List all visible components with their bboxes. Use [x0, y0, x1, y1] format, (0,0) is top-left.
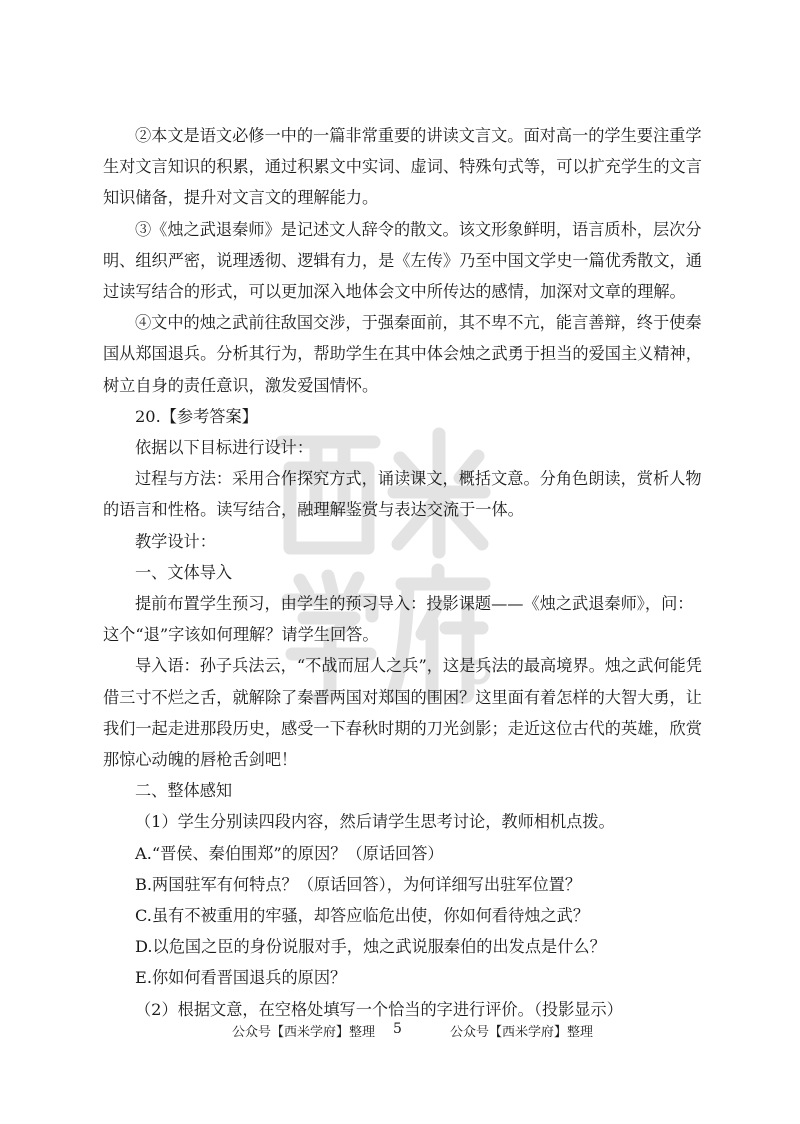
- paragraph: 过程与方法：采用合作探究方式，诵读课文，概括文意。分角色朗读，赏析人物的语言和性格。读写结合，融理解鉴赏与表达交流于一体。: [103, 469, 702, 520]
- footer-right-text: 公众号【西米学府】整理: [450, 1025, 594, 1040]
- paragraph: 导入语：孙子兵法云，“不战而屈人之兵”，这是兵法的最高境界。烛之武何能凭借三寸不烂之舌，就解除了秦晋两国对郑国的围困？这里面有着怎样的大智大勇，让我们一起走进那段历史，感受一下春秋时期的刀光剑影；走近这位古代的英雄，欣赏那惊心动魄的唇枪舌剑吧！: [103, 656, 702, 770]
- paragraph: （1）学生分别读四段内容，然后请学生思考讨论，教师相机点拨。: [135, 812, 615, 832]
- footer-left-text: 公众号【西米学府】整理: [232, 1025, 376, 1040]
- section-heading: 20.【参考答案】: [135, 406, 258, 426]
- question-item: B.两国驻军有何特点？（原话回答），为何详细写出驻军位置？: [135, 874, 582, 894]
- paragraph: （2）根据文意，在空格处填写一个恰当的字进行评价。（投影显示）: [135, 999, 623, 1019]
- document-body: [103, 120, 703, 1025]
- question-item: D.以危国之臣的身份说服对手，烛之武说服秦伯的出发点是什么？: [135, 937, 606, 957]
- section-heading: 一、文体导入: [135, 562, 233, 582]
- question-item: C.虽有不被重用的牢骚，却答应临危出使，你如何看待烛之武？: [135, 906, 590, 926]
- paragraph: 提前布置学生预习，由学生的预习导入：投影课题——《烛之武退秦师》，问：这个“退”字该如何理解？请学生回答。: [103, 594, 694, 645]
- page-number: 5: [393, 1021, 402, 1037]
- question-item: E.你如何看晋国退兵的原因？: [135, 968, 347, 988]
- paragraph: ③《烛之武退秦师》是记述文人辞令的散文。该文形象鲜明，语言质朴，层次分明、组织严密，说理透彻、逻辑有力，是《左传》乃至中国文学史一篇优秀散文，通过读写结合的形式，可以更加深入地体会文中所传达的感情，加深对文章的理解。: [103, 219, 702, 302]
- section-heading: 二、整体感知: [135, 781, 233, 801]
- page-footer: [0, 1021, 800, 1045]
- paragraph: 依据以下目标进行设计：: [135, 438, 314, 458]
- paragraph: ②本文是语文必修一中的一篇非常重要的讲读文言文。面对高一的学生要注重学生对文言知识的积累，通过积累文中实词、虚词、特殊句式等，可以扩充学生的文言知识储备，提升对文言文的理解能力。: [103, 126, 702, 208]
- paragraph: ④文中的烛之武前往敌国交涉，于强秦面前，其不卑不亢，能言善辩，终于使秦国从郑国退兵。分析其行为，帮助学生在其中体会烛之武勇于担当的爱国主义精神，树立自身的责任意识，激发爱国情怀。: [103, 313, 702, 395]
- paragraph: 教学设计：: [135, 531, 216, 551]
- question-item: A.“晋侯、秦伯围郑”的原因？（原话回答）: [135, 843, 444, 863]
